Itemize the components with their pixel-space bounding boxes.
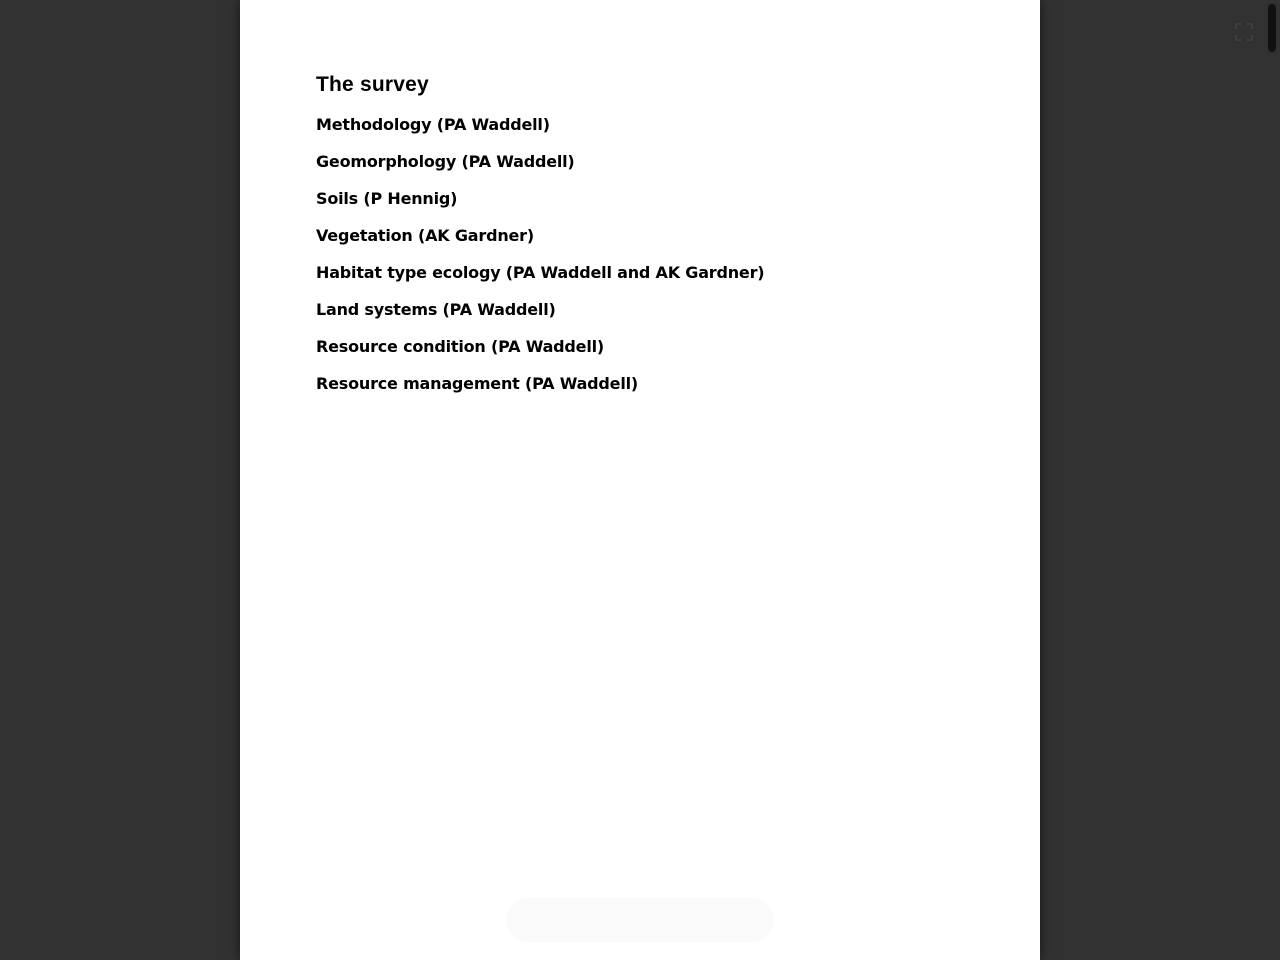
page-toolbar[interactable] (506, 898, 774, 942)
page-title: The survey (316, 73, 429, 96)
contents-item-habitat-type-ecology[interactable]: Habitat type ecology (PA Waddell and AK Gardner) (316, 263, 765, 282)
scrollbar[interactable] (1264, 0, 1280, 960)
contents-list (316, 113, 764, 409)
contents-item-land-systems[interactable]: Land systems (PA Waddell) (316, 300, 556, 319)
scrollbar-thumb[interactable] (1268, 4, 1276, 52)
document-page (240, 0, 1040, 960)
fullscreen-icon[interactable] (1234, 22, 1254, 42)
contents-item-resource-management[interactable]: Resource management (PA Waddell) (316, 374, 639, 393)
contents-item-geomorphology[interactable]: Geomorphology (PA Waddell) (316, 152, 575, 171)
contents-item-vegetation[interactable]: Vegetation (AK Gardner) (316, 226, 534, 245)
contents-item-resource-condition[interactable]: Resource condition (PA Waddell) (316, 337, 605, 356)
contents-item-soils[interactable]: Soils (P Hennig) (316, 189, 458, 208)
contents-item-methodology[interactable]: Methodology (PA Waddell) (316, 115, 550, 134)
